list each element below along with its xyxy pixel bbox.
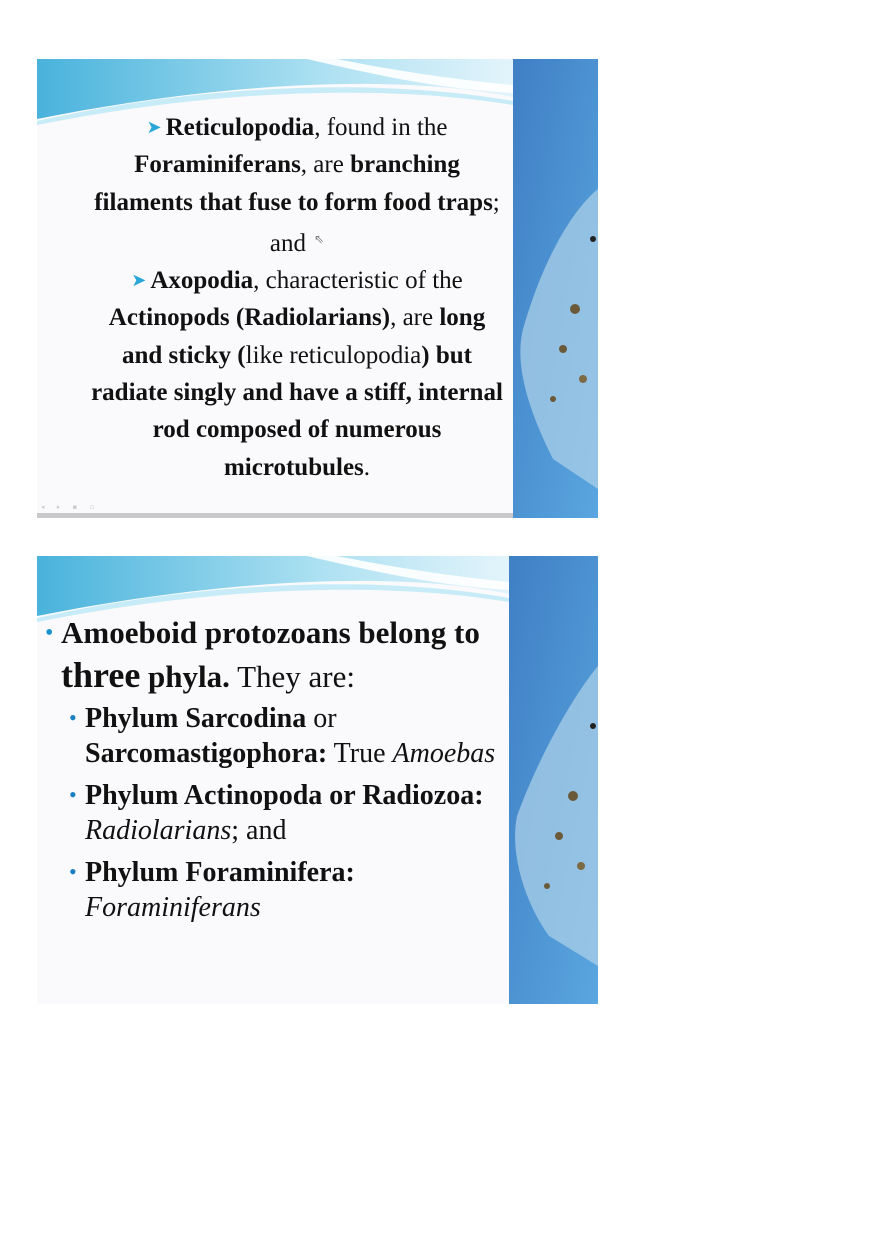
reticulopodia-paragraph: ➤ Reticulopodia, found in the Foraminiferans, are branching filaments that fuse to form food traps; and ⇖ (94, 114, 500, 257)
slide1-body-text (87, 109, 507, 486)
axopodia-paragraph: ➤ Axopodia, characteristic of the Actinopods (Radiolarians), are long and sticky (like reticulopodia) but radiate singly and have a stiff, internal rod composed of numerous microtubules. (91, 267, 503, 481)
list-item: • Phylum Foraminifera: Foraminiferans (69, 857, 355, 923)
slide-progress-bar (37, 513, 513, 518)
slideshow-controls-icon: ◂ ▸ ▪ ▫ (41, 503, 100, 511)
round-bullet-icon: • (69, 782, 77, 807)
slide-reticulopodia-axopodia (37, 59, 598, 518)
microscope-image-strip (509, 556, 598, 1004)
microscope-image-strip (513, 59, 598, 518)
list-item: • Phylum Sarcodina or Sarcomastigophora: True Amoebas (69, 703, 496, 769)
cursor-arrow-icon: ⇖ (314, 231, 325, 246)
main-bullet: • Amoeboid protozoans belong to three phyla. They are: (45, 612, 505, 698)
list-item: • Phylum Actinopoda or Radiozoa: Radiolarians; and (69, 780, 484, 846)
slide-amoeboid-phyla (37, 556, 598, 1004)
round-bullet-icon: • (69, 705, 77, 730)
phyla-list (45, 702, 505, 925)
round-bullet-icon: • (69, 859, 77, 884)
arrow-bullet-icon: ➤ (146, 117, 162, 137)
round-bullet-icon: • (45, 620, 54, 646)
slide2-body-text (45, 612, 505, 933)
arrow-bullet-icon: ➤ (131, 270, 147, 291)
